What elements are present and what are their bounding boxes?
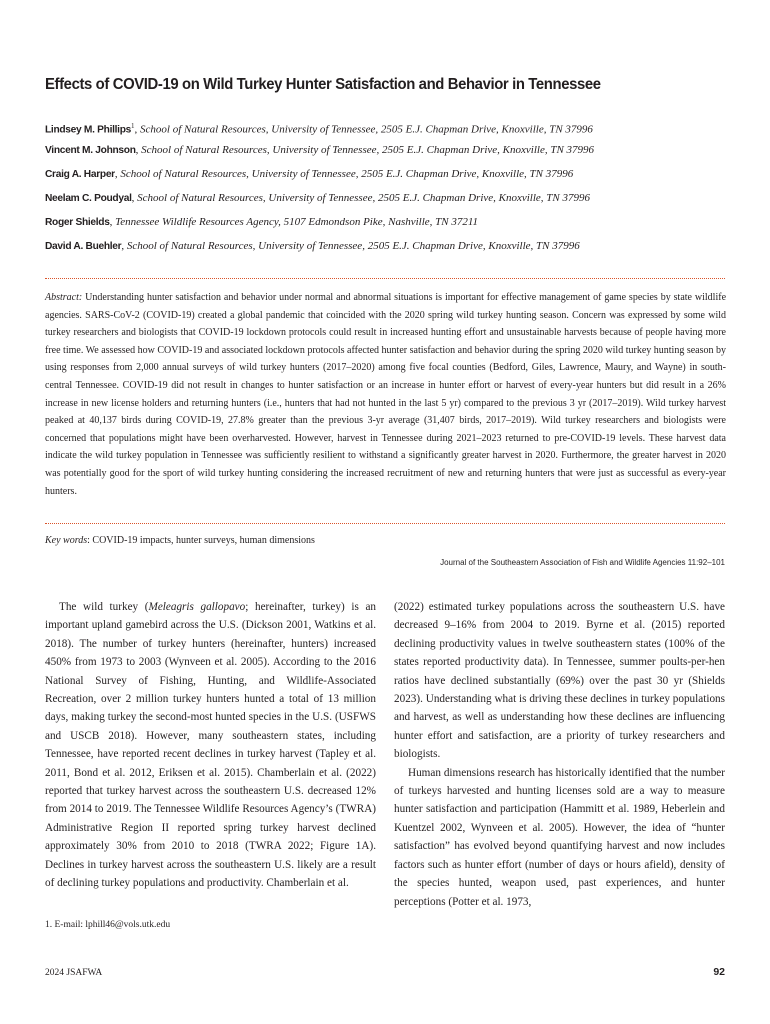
author-name: Craig A. Harper bbox=[45, 169, 115, 180]
author-affiliation: Tennessee Wildlife Resources Agency, 5107 Edmondson Pike, Nashville, TN 37211 bbox=[115, 216, 479, 228]
author-name: Roger Shields bbox=[45, 217, 110, 228]
body-column-right bbox=[394, 598, 725, 911]
keywords-text: : COVID-19 impacts, hunter surveys, human dimensions bbox=[87, 535, 315, 546]
body-text: ; hereinafter, turkey) is an important upland gamebird across the U.S. (Dickson 2001, Watkins et al. 2018). The number of turkey hunters (hereinafter, hunters) increased 450% from 1973 to 2003 (Wynveen et al. 2005). According to the 2016 National Survey of Fishing, Hunting, and Wildlife-Associated Recreation, over 2 million turkey hunters hunted a total of 13 million days, making turkey the second-most hunted species in the U.S. (USFWS and USCB 2018). However, many southeastern states, including Tennessee, have reported recent declines in turkey harvest (Tapley et al. 2011, Bond et al. 2012, Eriksen et al. 2015). Chamberlain et al. (2022) reported that turkey harvest across the southeastern U.S. decreased 12% from 2014 to 2019. The Tennessee Wildlife Resources Agency’s (TWRA) Administrative Region II reported spring turkey harvest declined approximately 30% from 2010 to 2018 (TWRA 2022; Figure 1A). Declines in turkey harvest across the southeastern U.S. likely are a result of declining turkey populations and productivity. Chamberlain et al. bbox=[45, 601, 377, 890]
author-6: David A. Buehler, School of Natural Resources, University of Tennessee, 2505 E.J. Chapman Drive, Knoxville, TN 37996 bbox=[45, 240, 580, 252]
author-name: David A. Buehler bbox=[45, 241, 122, 252]
footer-journal: 2024 JSAFWA bbox=[45, 968, 103, 978]
body-text: The wild turkey ( bbox=[59, 601, 149, 613]
author-name: Vincent M. Johnson bbox=[45, 145, 136, 156]
species-name: Meleagris gallopavo bbox=[148, 601, 246, 613]
divider-bottom bbox=[45, 523, 725, 524]
author-1: Lindsey M. Phillips$^1$, School of Natural Resources, University of Tennessee, 2505 E.J. Chapman Drive, Knoxville, TN 37996 bbox=[45, 122, 593, 136]
author-affiliation: School of Natural Resources, University of Tennessee, 2505 E.J. Chapman Drive, Knoxville, TN 37996 bbox=[137, 192, 591, 204]
author-3: Craig A. Harper, School of Natural Resources, University of Tennessee, 2505 E.J. Chapman Drive, Knoxville, TN 37996 bbox=[45, 168, 574, 180]
keywords-label: Key words bbox=[45, 535, 88, 546]
divider-top bbox=[45, 278, 725, 279]
author-name: Neelam C. Poudyal bbox=[45, 193, 132, 204]
body-column-left bbox=[45, 598, 376, 893]
abstract-label: Abstract: bbox=[45, 292, 83, 303]
author-name: Lindsey M. Phillips bbox=[45, 124, 132, 136]
keywords bbox=[45, 535, 726, 546]
author-5: Roger Shields, Tennessee Wildlife Resources Agency, 5107 Edmondson Pike, Nashville, TN 37211 bbox=[45, 216, 479, 228]
footnote: 1. E-mail: lphill46@vols.utk.edu bbox=[45, 920, 171, 930]
paper-title: Effects of COVID-19 on Wild Turkey Hunter Satisfaction and Behavior in Tennessee bbox=[45, 76, 601, 93]
author-affiliation: School of Natural Resources, University of Tennessee, 2505 E.J. Chapman Drive, Knoxville, TN 37996 bbox=[141, 144, 595, 156]
journal-citation: Journal of the Southeastern Association of Fish and Wildlife Agencies 11:92–101 bbox=[440, 558, 725, 567]
body-paragraph: (2022) estimated turkey populations across the southeastern U.S. have decreased 9–16% from 2004 to 2019. Byrne et al. (2015) reported declining productivity values in twelve southeastern states (100% of the states reported productivity data). In Tennessee, summer poults-per-hen ratios have declined substantially (69%) over the past 30 yr (Shields 2023). Understanding what is driving these declines in turkey populations and harvest, as well as understanding how these declines are influencing hunter effort and satisfaction, are a priority of turkey researchers and biologists. bbox=[394, 601, 725, 761]
author-4: Neelam C. Poudyal, School of Natural Resources, University of Tennessee, 2505 E.J. Chapman Drive, Knoxville, TN 37996 bbox=[45, 192, 591, 204]
author-footnote-marker: 1 bbox=[131, 122, 135, 130]
author-list bbox=[45, 117, 745, 261]
body-paragraph bbox=[45, 598, 376, 893]
page-number: 92 bbox=[713, 966, 725, 978]
author-affiliation: School of Natural Resources, University of Tennessee, 2505 E.J. Chapman Drive, Knoxville, TN 37996 bbox=[126, 240, 580, 252]
abstract bbox=[45, 289, 726, 500]
author-2: Vincent M. Johnson, School of Natural Resources, University of Tennessee, 2505 E.J. Chapman Drive, Knoxville, TN 37996 bbox=[45, 144, 595, 156]
body-paragraph: Human dimensions research has historically identified that the number of turkeys harvested and hunting licenses sold are a way to measure hunter satisfaction and participation (Hammitt et al. 1989, Heberlein and Kuentzel 2002, Wynveen et al. 2005). However, the idea of “hunter satisfaction” has evolved beyond quantifying harvest and now includes factors such as hunter effort (number of days or hours afield), density of the species hunted, weapon used, past experiences, and hunter perceptions (Potter et al. 1973, bbox=[394, 766, 725, 908]
author-affiliation: School of Natural Resources, University of Tennessee, 2505 E.J. Chapman Drive, Knoxville, TN 37996 bbox=[140, 123, 593, 136]
author-affiliation: School of Natural Resources, University of Tennessee, 2505 E.J. Chapman Drive, Knoxville, TN 37996 bbox=[120, 168, 574, 180]
abstract-text: Understanding hunter satisfaction and behavior under normal and abnormal situations is important for effective management of game species by state wildlife agencies. SARS-CoV-2 (COVID-19) created a global pandemic that coincided with the 2020 spring wild turkey hunting season. Concern was expressed by some wild turkey researchers and biologists that COVID-19 lockdown protocols could result in increased hunting effort and unsustainable harvests because of people having more free time. We assessed how COVID-19 and associated lockdown protocols affected hunter satisfaction and behavior during the spring 2020 wild turkey hunting season by using responses from 2,000 annual surveys of wild turkey hunters (2017–2020) among five focal counties (Bedford, Giles, Lawrence, Maury, and Wayne) in south-central Tennessee. COVID-19 did not result in changes to hunter satisfaction or an increase in hunter effort or harvest of every-year hunters but did result in a 26% increase in new license holders and returning hunters (i.e., hunters that had not hunted in the last 5 yr) compared to the previous 3 yr (2017–2019). Wild turkey harvest peaked at 40,137 birds during COVID-19, 27.8% greater than the previous 3-yr average (31,407 birds, 2017–2019). Wild turkey researchers and biologists were concerned that populations might have been overharvested. However, harvest in Tennessee during 2021–2023 returned to pre-COVID-19 levels. These harvest data indicate the wild turkey population in Tennessee was sufficiently resilient to withstand a significantly greater harvest in 2020. Furthermore, the greater harvest in 2020 was potentially good for the sport of wild turkey hunting considering the increased recruitment of new and returning hunters that were just as successful as every-year hunters. bbox=[45, 292, 727, 497]
